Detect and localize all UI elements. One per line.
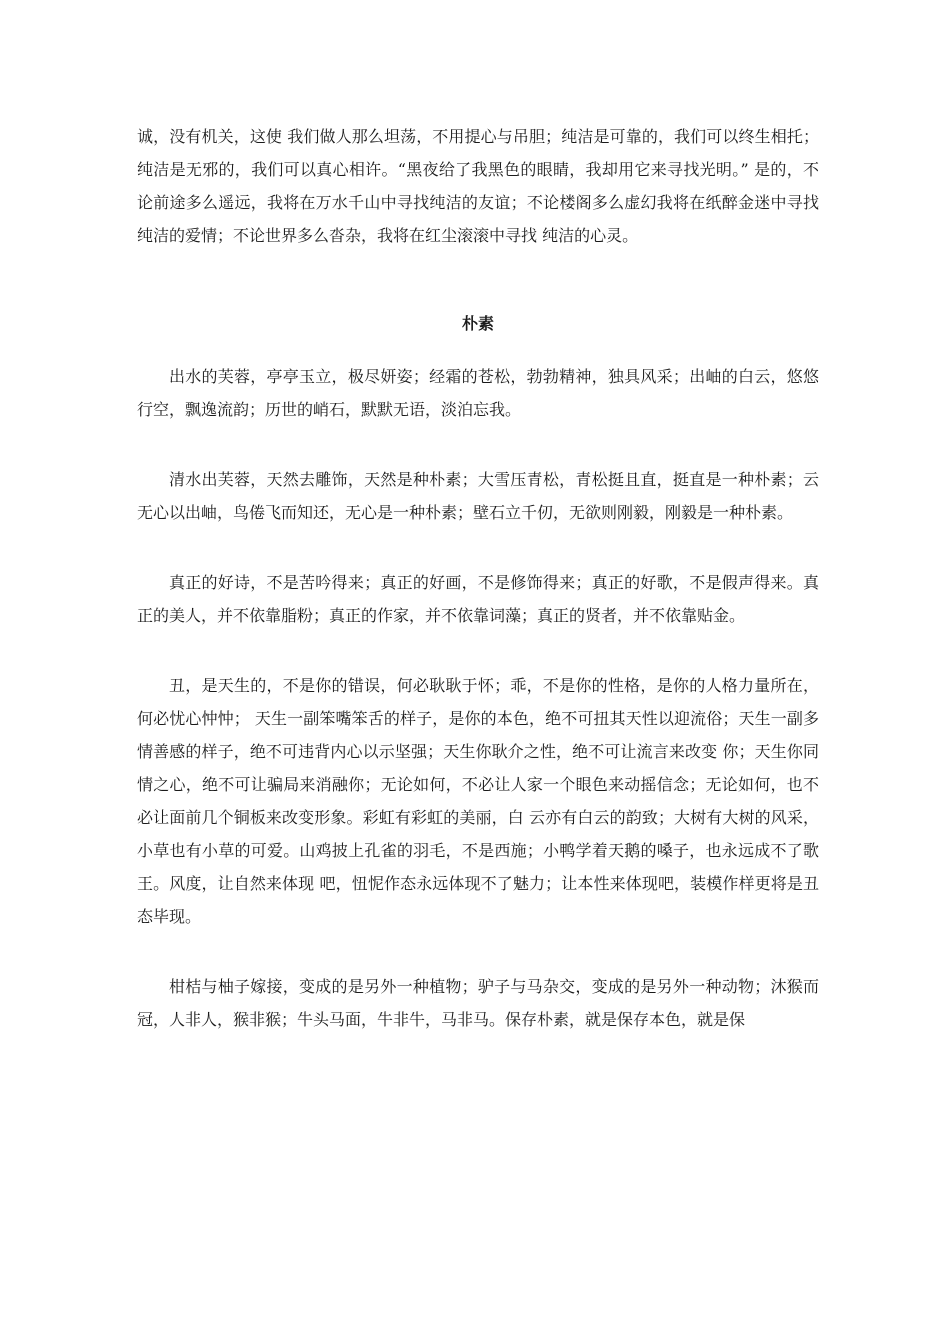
paragraph-simplicity-1: 出水的芙蓉，亭亭玉立，极尽妍姿；经霜的苍松，勃勃精神，独具风采；出岫的白云，悠悠行空，飘逸流韵；历世的峭石，默默无语，淡泊忘我。 xyxy=(137,367,819,419)
paragraph-simplicity-5: 柑桔与柚子嫁接，变成的是另外一种植物；驴子与马杂交，变成的是另外一种动物；沐猴而冠，人非人，猴非猴；牛头马面，牛非牛，马非马。保存朴素，就是保存本色，就是保 xyxy=(137,977,819,1029)
paragraph-purity-continued: 诚，没有机关，这使 我们做人那么坦荡，不用提心与吊胆；纯洁是可靠的，我们可以终生相托；纯洁是无邪的，我们可以真心相许。“黑夜给了我黑色的眼睛，我却用它来寻找光明。” 是的，不论前途多么遥远，我将在万水千山中寻找纯洁的友谊；不论楼阁多么虚幻我将在纸醉金迷中寻找纯洁的爱情；不论世界多么沓杂，我将在红尘滚滚中寻找 纯洁的心灵。 xyxy=(137,127,819,245)
section-title: 朴素 xyxy=(461,314,494,333)
paragraph-simplicity-2: 清水出芙蓉，天然去雕饰，天然是种朴素；大雪压青松，青松挺且直，挺直是一种朴素；云无心以出岫，鸟倦飞而知还，无心是一种朴素；壁石立千仞，无欲则刚毅，刚毅是一种朴素。 xyxy=(137,470,819,522)
paragraph-simplicity-4: 丑，是天生的，不是你的错误，何必耿耿于怀；乖，不是你的性格，是你的人格力量所在，何必忧心忡忡； 天生一副笨嘴笨舌的样子，是你的本色，绝不可扭其天性以迎流俗；天生一副多情善感的样子，绝不可违背内心以示坚强；天生你耿介之性，绝不可让流言来改变 你；天生你同情之心，绝不可让骗局来消融你；无论如何，不必让人家一个眼色来动摇信念；无论如何，也不必让面前几个铜板来改变形象。彩虹有彩虹的美丽，白 云亦有白云的韵致；大树有大树的风采，小草也有小草的可爱。山鸡披上孔雀的羽毛，不是西施；小鸭学着天鹅的嗓子，也永远成不了歌王。风度，让自然来体现 吧，忸怩作态永远体现不了魅力；让本性来体现吧，装模作样更将是丑态毕现。 xyxy=(137,676,819,926)
paragraph-simplicity-3: 真正的好诗，不是苦吟得来；真正的好画，不是修饰得来；真正的好歌，不是假声得来。真正的美人，并不依靠脂粉；真正的作家，并不依靠词藻；真正的贤者，并不依靠贴金。 xyxy=(137,573,819,625)
document-body xyxy=(137,120,819,1036)
